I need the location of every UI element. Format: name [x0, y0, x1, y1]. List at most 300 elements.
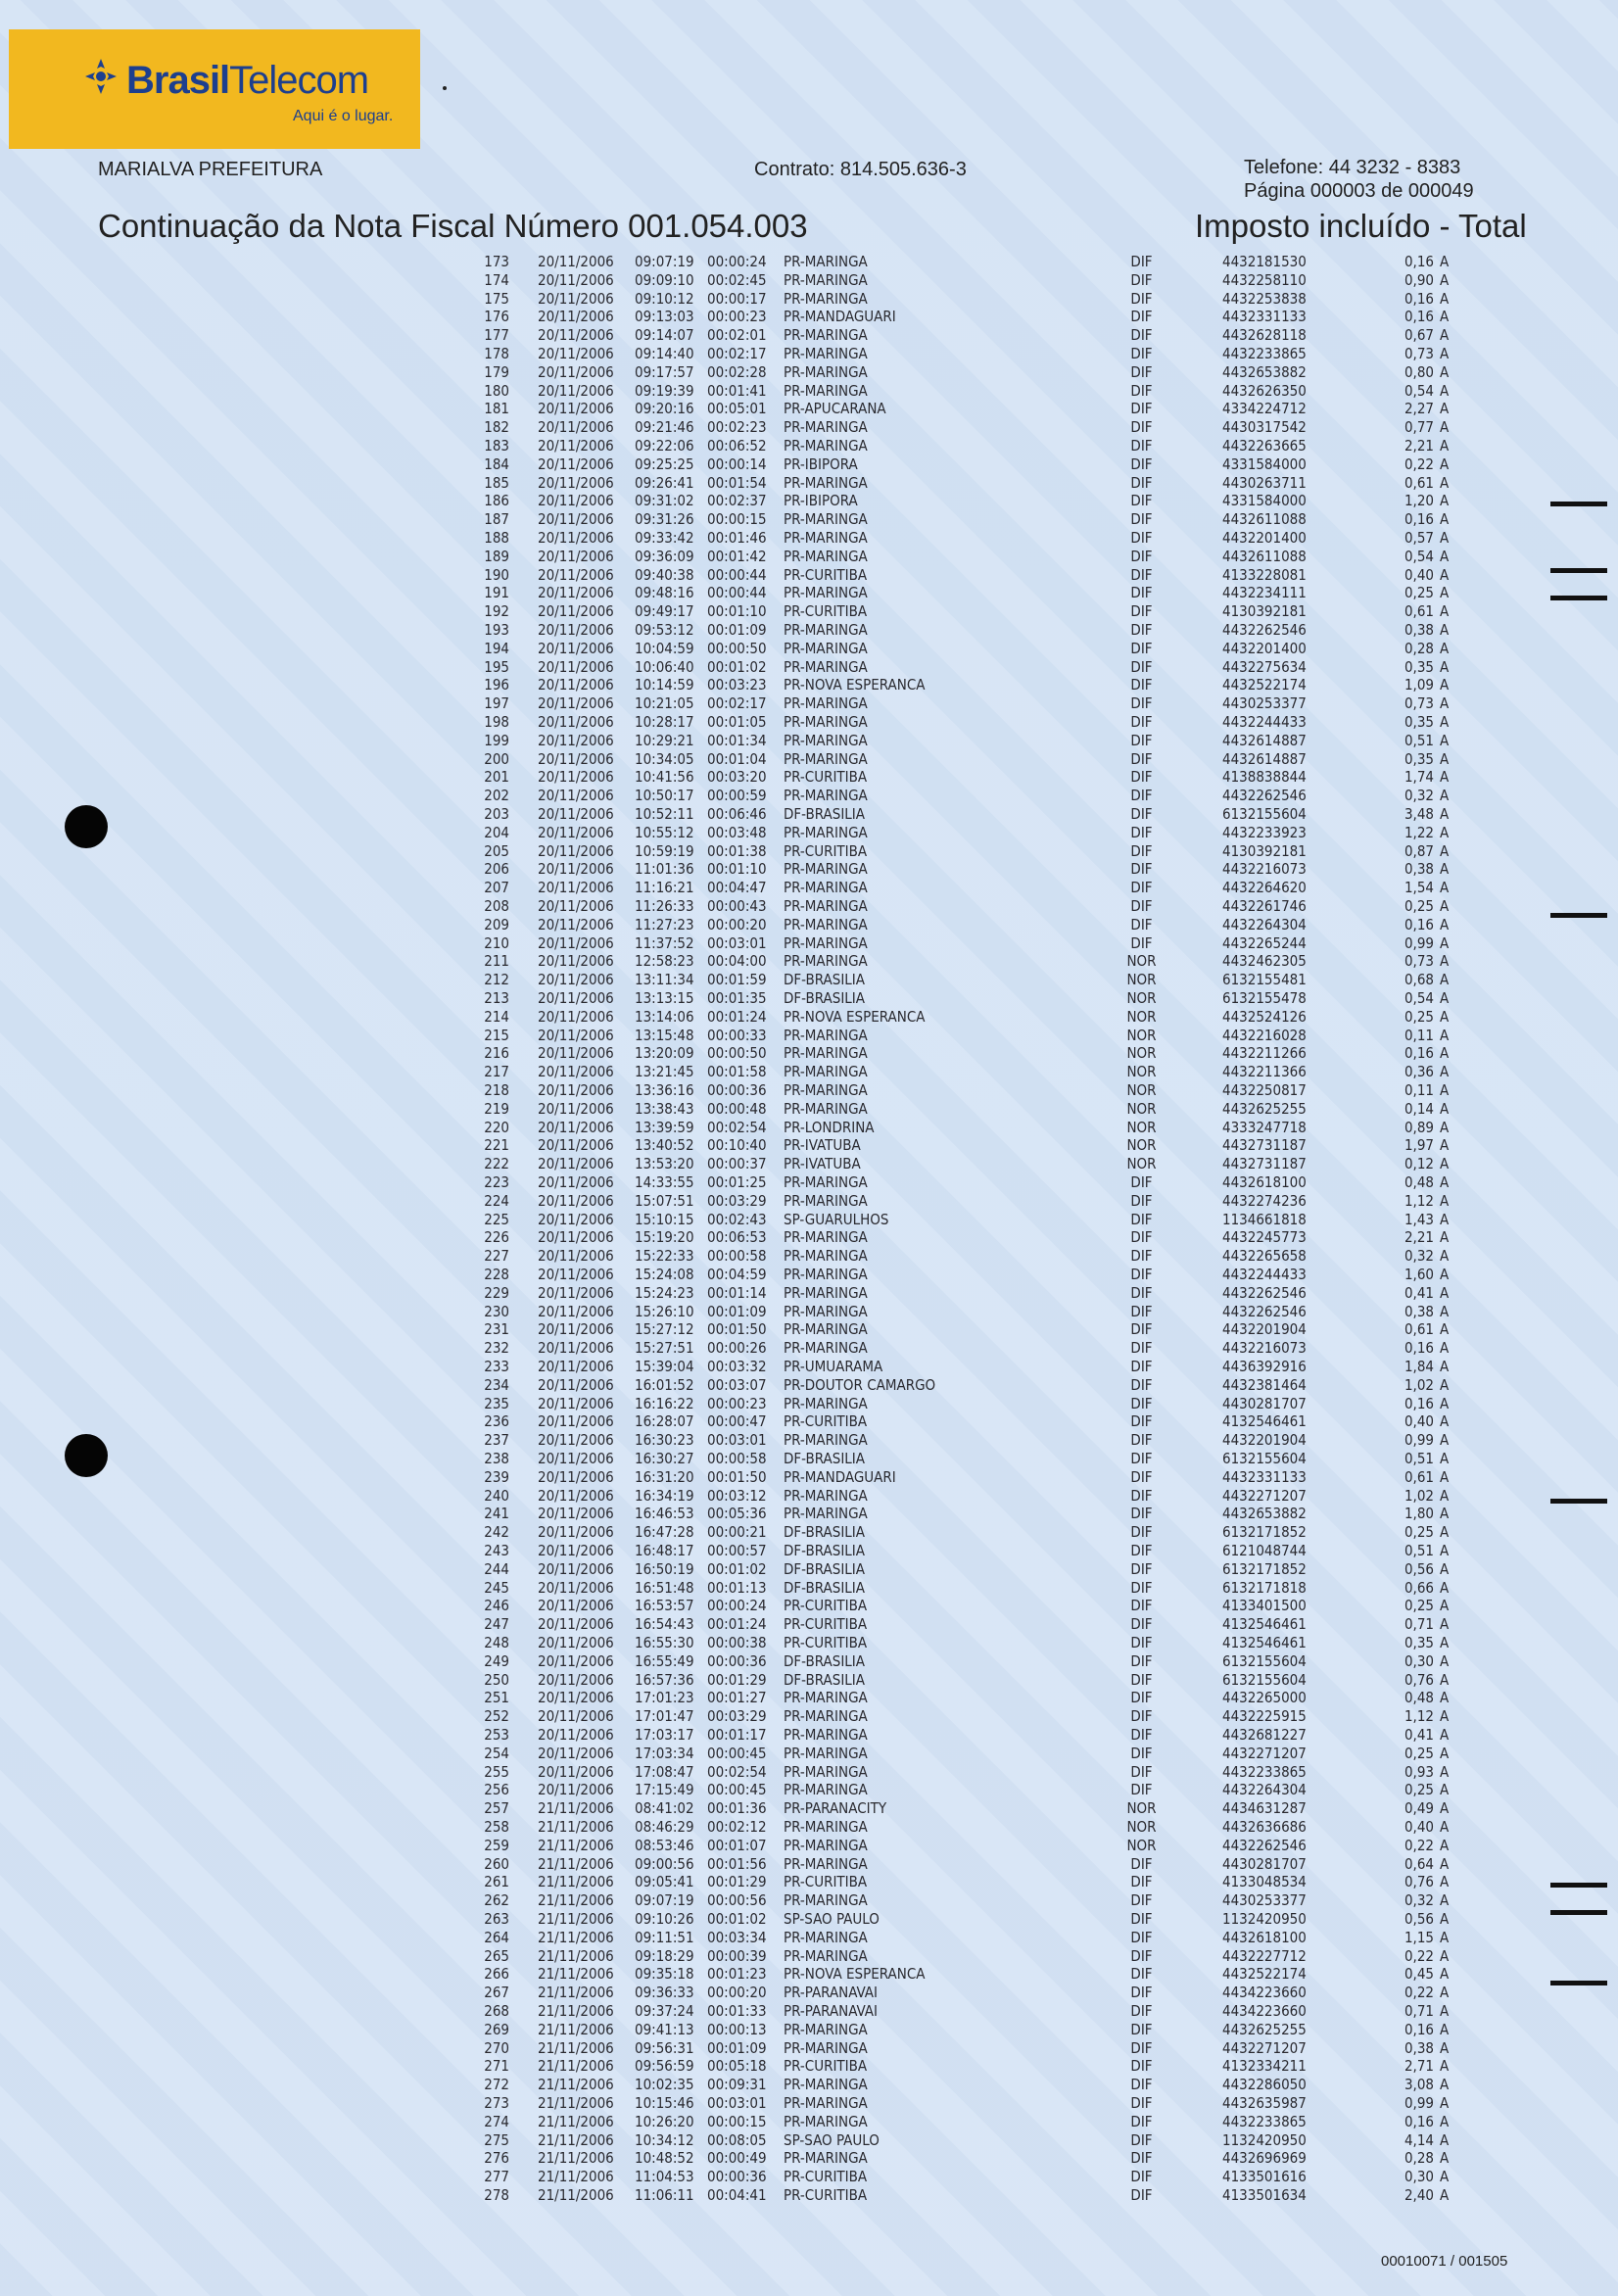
call-date: 21/11/2006 [538, 1984, 614, 2002]
call-index: 192 [484, 602, 509, 621]
call-destination: PR-MARINGA [784, 1946, 868, 1965]
called-number: 4432522174 [1222, 676, 1307, 694]
call-time: 16:46:53 [635, 1505, 694, 1523]
call-row [0, 1192, 1618, 1211]
called-number: 4432381464 [1222, 1375, 1307, 1394]
call-duration: 00:01:04 [707, 749, 767, 768]
call-date: 20/11/2006 [538, 1302, 614, 1320]
call-date: 20/11/2006 [538, 529, 614, 547]
call-date: 20/11/2006 [538, 1081, 614, 1099]
call-row [0, 824, 1618, 842]
call-type: DIF [1130, 1431, 1153, 1450]
call-duration: 00:04:41 [707, 2186, 767, 2204]
call-index: 211 [484, 952, 509, 971]
called-number: 4432618100 [1222, 1173, 1307, 1191]
margin-mark [1550, 1499, 1607, 1504]
call-flag: A [1440, 602, 1450, 621]
call-amount: 2,27 [1404, 400, 1434, 418]
call-destination: PR-MARINGA [784, 639, 868, 657]
call-flag: A [1440, 897, 1450, 915]
call-row [0, 1100, 1618, 1119]
call-date: 20/11/2006 [538, 1247, 614, 1266]
call-time: 13:53:20 [635, 1155, 694, 1173]
call-index: 225 [484, 1210, 509, 1228]
call-destination: PR-MARINGA [784, 1266, 868, 1283]
call-time: 10:28:17 [635, 713, 694, 731]
call-type: DIF [1130, 2076, 1153, 2094]
call-flag: A [1440, 1910, 1450, 1928]
call-time: 15:39:04 [635, 1358, 694, 1375]
call-flag: A [1440, 621, 1450, 639]
call-duration: 00:03:01 [707, 2094, 767, 2112]
call-index: 230 [484, 1302, 509, 1320]
margin-mark [1550, 1883, 1607, 1888]
customer-name: MARIALVA PREFEITURA [98, 159, 323, 180]
call-duration: 00:01:36 [707, 1799, 767, 1818]
call-date: 20/11/2006 [538, 676, 614, 694]
call-row [0, 1173, 1618, 1192]
called-number: 4432201400 [1222, 639, 1307, 657]
call-type: NOR [1126, 1136, 1157, 1155]
call-flag: A [1440, 473, 1450, 492]
call-type: DIF [1130, 437, 1153, 454]
called-number: 4432201400 [1222, 529, 1307, 547]
call-time: 10:15:46 [635, 2094, 694, 2112]
call-flag: A [1440, 1358, 1450, 1375]
call-date: 20/11/2006 [538, 400, 614, 418]
call-duration: 00:00:45 [707, 1781, 767, 1799]
call-date: 21/11/2006 [538, 1891, 614, 1910]
call-amount: 0,25 [1404, 584, 1434, 602]
call-index: 247 [484, 1615, 509, 1634]
call-type: DIF [1130, 362, 1153, 381]
call-amount: 0,16 [1404, 1044, 1434, 1063]
call-flag: A [1440, 933, 1450, 952]
called-number: 4432522174 [1222, 1965, 1307, 1984]
called-number: 4334224712 [1222, 400, 1307, 418]
call-date: 20/11/2006 [538, 713, 614, 731]
call-time: 09:49:17 [635, 602, 694, 621]
call-duration: 00:00:37 [707, 1155, 767, 1173]
call-flag: A [1440, 1375, 1450, 1394]
call-flag: A [1440, 1412, 1450, 1431]
call-time: 11:01:36 [635, 860, 694, 879]
called-number: 4432614887 [1222, 749, 1307, 768]
call-row [0, 1671, 1618, 1690]
call-type: DIF [1130, 1578, 1153, 1597]
call-row [0, 1873, 1618, 1891]
call-index: 268 [484, 2002, 509, 2020]
call-row [0, 952, 1618, 971]
call-duration: 00:01:24 [707, 1615, 767, 1634]
call-row [0, 1910, 1618, 1929]
call-date: 21/11/2006 [538, 1799, 614, 1818]
call-time: 13:38:43 [635, 1099, 694, 1118]
call-amount: 0,48 [1404, 1689, 1434, 1707]
call-time: 08:41:02 [635, 1799, 694, 1818]
called-number: 4432731187 [1222, 1136, 1307, 1155]
call-time: 09:37:24 [635, 2002, 694, 2020]
call-destination: PR-MARINGA [784, 1026, 868, 1044]
called-number: 4432201904 [1222, 1320, 1307, 1339]
call-amount: 0,40 [1404, 1412, 1434, 1431]
called-number: 4432244433 [1222, 1266, 1307, 1283]
call-destination: PR-MARINGA [784, 823, 868, 841]
call-date: 20/11/2006 [538, 805, 614, 823]
call-amount: 0,68 [1404, 971, 1434, 989]
call-flag: A [1440, 1597, 1450, 1615]
call-amount: 0,32 [1404, 1891, 1434, 1910]
call-duration: 00:01:05 [707, 713, 767, 731]
call-amount: 0,30 [1404, 2168, 1434, 2186]
call-destination: DF-BRASILIA [784, 1542, 866, 1559]
call-amount: 0,16 [1404, 289, 1434, 308]
call-duration: 00:01:35 [707, 989, 767, 1007]
call-duration: 00:01:38 [707, 841, 767, 860]
call-destination: PR-UMUARAMA [784, 1358, 883, 1375]
call-row [0, 1228, 1618, 1247]
call-date: 21/11/2006 [538, 1946, 614, 1965]
called-number: 4430317542 [1222, 418, 1307, 437]
call-index: 254 [484, 1744, 509, 1762]
document-code: 00010071 / 001505 [1381, 2253, 1508, 2270]
call-index: 258 [484, 1818, 509, 1836]
called-number: 4132546461 [1222, 1634, 1307, 1651]
call-duration: 00:01:09 [707, 621, 767, 639]
call-type: DIF [1130, 529, 1153, 547]
call-destination: SP-GUARULHOS [784, 1210, 889, 1228]
call-destination: PR-NOVA ESPERANCA [784, 1007, 926, 1026]
punch-hole [65, 1434, 108, 1477]
call-time: 16:01:52 [635, 1375, 694, 1394]
call-index: 177 [484, 326, 509, 345]
call-duration: 00:01:50 [707, 1467, 767, 1486]
call-flag: A [1440, 1689, 1450, 1707]
call-flag: A [1440, 1578, 1450, 1597]
call-row [0, 566, 1618, 585]
call-type: DIF [1130, 547, 1153, 565]
call-destination: PR-NOVA ESPERANCA [784, 1965, 926, 1984]
call-index: 206 [484, 860, 509, 879]
call-duration: 00:01:50 [707, 1320, 767, 1339]
call-type: DIF [1130, 2094, 1153, 2112]
call-index: 273 [484, 2094, 509, 2112]
call-time: 09:14:40 [635, 345, 694, 362]
called-number: 4432233865 [1222, 345, 1307, 362]
call-date: 20/11/2006 [538, 492, 614, 510]
called-number: 6121048744 [1222, 1542, 1307, 1559]
call-index: 251 [484, 1689, 509, 1707]
call-flag: A [1440, 805, 1450, 823]
call-duration: 00:01:56 [707, 1854, 767, 1873]
call-time: 09:56:31 [635, 2038, 694, 2057]
call-type: NOR [1126, 1026, 1157, 1044]
call-duration: 00:03:48 [707, 823, 767, 841]
call-date: 21/11/2006 [538, 2094, 614, 2112]
call-time: 10:14:59 [635, 676, 694, 694]
call-index: 183 [484, 437, 509, 454]
called-number: 6132155604 [1222, 1670, 1307, 1689]
call-index: 217 [484, 1063, 509, 1081]
call-flag: A [1440, 2112, 1450, 2130]
brand-tagline: Aqui é o lugar. [293, 108, 394, 124]
call-time: 09:10:26 [635, 1910, 694, 1928]
called-number: 4132546461 [1222, 1412, 1307, 1431]
called-number: 6132155478 [1222, 989, 1307, 1007]
call-time: 16:54:43 [635, 1615, 694, 1634]
margin-mark [1550, 502, 1607, 506]
call-type: DIF [1130, 1283, 1153, 1302]
call-flag: A [1440, 1026, 1450, 1044]
call-index: 184 [484, 454, 509, 473]
call-duration: 00:00:23 [707, 308, 767, 326]
call-type: DIF [1130, 1467, 1153, 1486]
call-duration: 00:01:17 [707, 1726, 767, 1744]
call-amount: 1,74 [1404, 768, 1434, 787]
call-row [0, 1487, 1618, 1506]
call-destination: PR-CURITIBA [784, 1873, 868, 1891]
call-duration: 00:00:15 [707, 510, 767, 529]
call-destination: PR-CURITIBA [784, 1412, 868, 1431]
call-type: DIF [1130, 1615, 1153, 1634]
call-index: 182 [484, 418, 509, 437]
called-number: 4432261746 [1222, 897, 1307, 915]
call-destination: PR-MARINGA [784, 860, 868, 879]
call-row [0, 1303, 1618, 1321]
call-duration: 00:03:20 [707, 768, 767, 787]
call-index: 228 [484, 1266, 509, 1283]
call-amount: 1,54 [1404, 879, 1434, 897]
call-flag: A [1440, 1118, 1450, 1136]
call-amount: 0,67 [1404, 326, 1434, 345]
call-row [0, 1597, 1618, 1615]
call-flag: A [1440, 253, 1450, 270]
call-time: 10:34:05 [635, 749, 694, 768]
call-index: 191 [484, 584, 509, 602]
called-number: 4432271207 [1222, 2038, 1307, 2057]
call-date: 20/11/2006 [538, 971, 614, 989]
call-flag: A [1440, 1283, 1450, 1302]
call-date: 20/11/2006 [538, 768, 614, 787]
call-date: 20/11/2006 [538, 749, 614, 768]
called-number: 4432258110 [1222, 270, 1307, 289]
call-destination: PR-CURITIBA [784, 841, 868, 860]
call-date: 20/11/2006 [538, 454, 614, 473]
call-duration: 00:01:29 [707, 1873, 767, 1891]
called-number: 4432626350 [1222, 381, 1307, 400]
called-number: 4133501616 [1222, 2168, 1307, 2186]
call-time: 17:01:47 [635, 1707, 694, 1726]
called-number: 4432271207 [1222, 1744, 1307, 1762]
call-time: 10:52:11 [635, 805, 694, 823]
call-type: DIF [1130, 492, 1153, 510]
call-type: DIF [1130, 1689, 1153, 1707]
call-amount: 1,02 [1404, 1486, 1434, 1505]
call-amount: 0,61 [1404, 1467, 1434, 1486]
call-row [0, 1284, 1618, 1303]
call-type: DIF [1130, 1320, 1153, 1339]
call-destination: PR-IBIPORA [784, 454, 858, 473]
call-destination: PR-MARINGA [784, 2038, 868, 2057]
call-row [0, 382, 1618, 401]
call-time: 15:24:23 [635, 1283, 694, 1302]
call-index: 200 [484, 749, 509, 768]
margin-mark [1550, 1981, 1607, 1985]
call-type: DIF [1130, 915, 1153, 933]
call-row [0, 1431, 1618, 1450]
call-amount: 2,40 [1404, 2186, 1434, 2204]
call-index: 277 [484, 2168, 509, 2186]
call-type: DIF [1130, 1173, 1153, 1191]
call-flag: A [1440, 1099, 1450, 1118]
call-amount: 0,32 [1404, 787, 1434, 805]
call-flag: A [1440, 657, 1450, 676]
call-destination: PR-MARINGA [784, 1394, 868, 1412]
call-row [0, 1689, 1618, 1707]
call-amount: 0,41 [1404, 1726, 1434, 1744]
call-row [0, 787, 1618, 805]
called-number: 4432262546 [1222, 621, 1307, 639]
call-time: 09:36:33 [635, 1984, 694, 2002]
call-flag: A [1440, 1542, 1450, 1559]
call-date: 20/11/2006 [538, 952, 614, 971]
call-amount: 0,49 [1404, 1799, 1434, 1818]
call-date: 20/11/2006 [538, 841, 614, 860]
call-flag: A [1440, 1946, 1450, 1965]
call-duration: 00:00:44 [707, 565, 767, 584]
call-amount: 0,93 [1404, 1762, 1434, 1781]
call-type: DIF [1130, 1762, 1153, 1781]
brasil-telecom-logo [9, 29, 420, 149]
call-type: DIF [1130, 270, 1153, 289]
call-flag: A [1440, 1173, 1450, 1191]
call-amount: 0,87 [1404, 841, 1434, 860]
call-date: 20/11/2006 [538, 787, 614, 805]
called-number: 4333247718 [1222, 1118, 1307, 1136]
call-amount: 0,25 [1404, 1597, 1434, 1615]
call-date: 21/11/2006 [538, 2130, 614, 2149]
call-amount: 0,11 [1404, 1026, 1434, 1044]
call-time: 15:22:33 [635, 1247, 694, 1266]
call-destination: PR-MARINGA [784, 1854, 868, 1873]
call-index: 240 [484, 1486, 509, 1505]
call-duration: 00:01:54 [707, 473, 767, 492]
call-date: 20/11/2006 [538, 270, 614, 289]
call-destination: PR-MARINGA [784, 1191, 868, 1210]
call-index: 175 [484, 289, 509, 308]
call-amount: 0,77 [1404, 418, 1434, 437]
call-type: NOR [1126, 1063, 1157, 1081]
call-time: 09:17:57 [635, 362, 694, 381]
call-destination: PR-MARINGA [784, 326, 868, 345]
call-flag: A [1440, 639, 1450, 657]
call-date: 20/11/2006 [538, 1118, 614, 1136]
call-row [0, 1929, 1618, 1947]
call-flag: A [1440, 971, 1450, 989]
call-destination: PR-CURITIBA [784, 1634, 868, 1651]
call-time: 13:11:34 [635, 971, 694, 989]
call-time: 16:57:36 [635, 1670, 694, 1689]
call-type: DIF [1130, 1910, 1153, 1928]
call-date: 20/11/2006 [538, 933, 614, 952]
call-flag: A [1440, 529, 1450, 547]
call-row [0, 253, 1618, 271]
call-duration: 00:00:56 [707, 1891, 767, 1910]
call-flag: A [1440, 1044, 1450, 1063]
call-row [0, 1339, 1618, 1358]
called-number: 4430281707 [1222, 1394, 1307, 1412]
call-duration: 00:01:23 [707, 1965, 767, 1984]
call-flag: A [1440, 2130, 1450, 2149]
call-date: 20/11/2006 [538, 308, 614, 326]
call-destination: PR-MARINGA [784, 657, 868, 676]
call-amount: 0,89 [1404, 1118, 1434, 1136]
call-destination: SP-SAO PAULO [784, 1910, 880, 1928]
call-amount: 1,80 [1404, 1505, 1434, 1523]
call-index: 193 [484, 621, 509, 639]
call-flag: A [1440, 1707, 1450, 1726]
call-flag: A [1440, 749, 1450, 768]
call-date: 20/11/2006 [538, 547, 614, 565]
call-row [0, 860, 1618, 879]
call-type: DIF [1130, 1634, 1153, 1651]
call-row [0, 2094, 1618, 2113]
call-time: 13:15:48 [635, 1026, 694, 1044]
called-number: 4434223660 [1222, 2002, 1307, 2020]
call-index: 185 [484, 473, 509, 492]
call-row [0, 492, 1618, 510]
call-type: DIF [1130, 694, 1153, 713]
call-amount: 0,57 [1404, 529, 1434, 547]
call-flag: A [1440, 1431, 1450, 1450]
call-time: 17:15:49 [635, 1781, 694, 1799]
call-flag: A [1440, 1505, 1450, 1523]
call-destination: PR-MARINGA [784, 1247, 868, 1266]
call-date: 20/11/2006 [538, 584, 614, 602]
call-index: 220 [484, 1118, 509, 1136]
call-type: DIF [1130, 381, 1153, 400]
call-time: 16:47:28 [635, 1523, 694, 1542]
call-amount: 0,38 [1404, 2038, 1434, 2057]
call-time: 13:13:15 [635, 989, 694, 1007]
call-amount: 0,32 [1404, 1247, 1434, 1266]
call-row [0, 2186, 1618, 2205]
call-flag: A [1440, 1394, 1450, 1412]
call-date: 21/11/2006 [538, 1928, 614, 1946]
call-duration: 00:01:10 [707, 602, 767, 621]
call-row [0, 1395, 1618, 1413]
called-number: 4432225915 [1222, 1707, 1307, 1726]
call-date: 21/11/2006 [538, 1818, 614, 1836]
call-index: 178 [484, 345, 509, 362]
call-duration: 00:01:33 [707, 2002, 767, 2020]
called-number: 1132420950 [1222, 1910, 1307, 1928]
call-type: DIF [1130, 2057, 1153, 2076]
call-duration: 00:03:12 [707, 1486, 767, 1505]
call-index: 181 [484, 400, 509, 418]
call-date: 20/11/2006 [538, 1559, 614, 1578]
call-amount: 0,41 [1404, 1283, 1434, 1302]
call-duration: 00:03:01 [707, 933, 767, 952]
call-destination: PR-MARINGA [784, 621, 868, 639]
call-flag: A [1440, 1467, 1450, 1486]
call-amount: 0,71 [1404, 1615, 1434, 1634]
called-number: 4432211366 [1222, 1063, 1307, 1081]
call-destination: PR-PARANACITY [784, 1799, 887, 1818]
call-amount: 0,14 [1404, 1099, 1434, 1118]
call-index: 226 [484, 1228, 509, 1247]
called-number: 4434631287 [1222, 1799, 1307, 1818]
